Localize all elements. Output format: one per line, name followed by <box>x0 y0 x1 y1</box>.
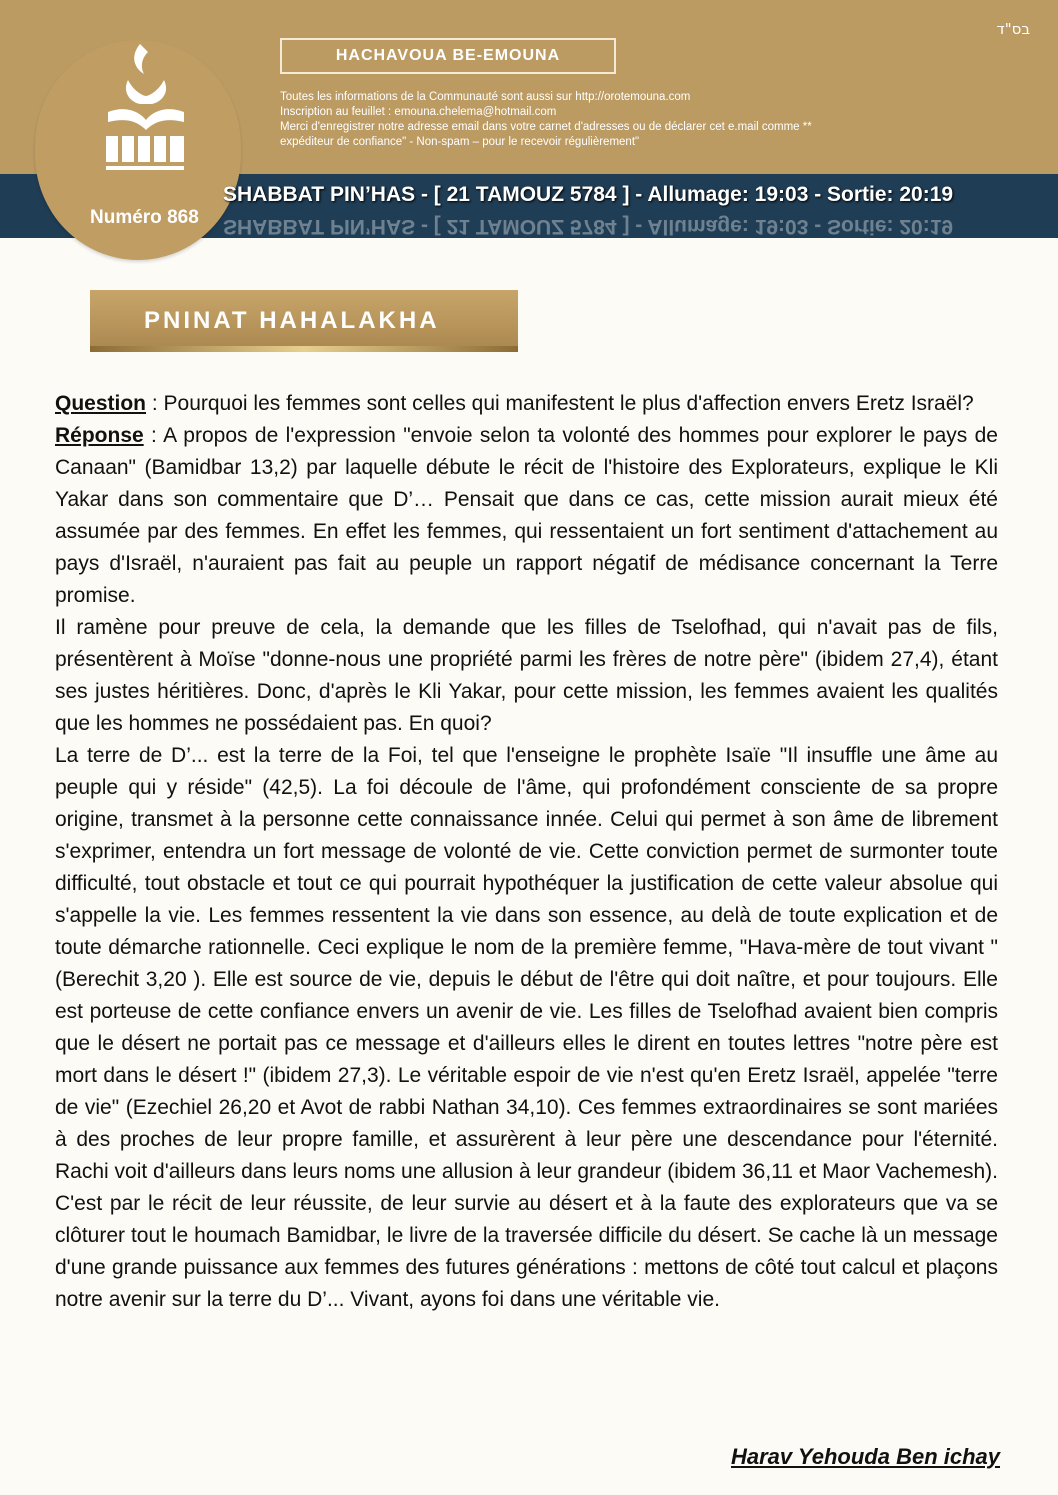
shabbat-times: SHABBAT PIN’HAS - [ 21 TAMOUZ 5784 ] - Allumage: 19:03 - Sortie: 20:19 <box>223 183 954 206</box>
article-body <box>55 388 998 1316</box>
issue-number: Numéro 868 <box>90 207 199 228</box>
info-line-notice-cont: expéditeur de confiance" - Non-spam – pour le recevoir régulièrement" <box>280 136 640 148</box>
info-line-notice: Merci d'enregistrer notre adresse email dans votre carnet d'adresses ou de déclarer cet e.mail comme ** <box>280 121 812 133</box>
bsd-mark: בס"ד <box>996 20 1030 38</box>
brand-title: HACHAVOUA BE-EMOUNA <box>280 38 616 74</box>
emouna-logo-icon <box>100 40 192 180</box>
answer-paragraph <box>55 420 998 612</box>
section-title: PNINAT HAHALAKHA <box>90 290 518 352</box>
author-signature: Harav Yehouda Ben ichay <box>731 1444 1000 1469</box>
paragraph-2: Il ramène pour preuve de cela, la demande que les filles de Tselofhad, qui n'avait pas de fils, présentèrent à Moïse "donne-nous une propriété parmi les frères de notre père" (ibidem 27,4), étant ses justes héritières. Donc, d'après le Kli Yakar, pour cette mission, les femmes avaient les qualités que les hommes ne possédaient pas. En quoi? <box>55 616 998 735</box>
question-label: Question <box>55 392 147 415</box>
info-line-email: Inscription au feuillet : emouna.chelema@hotmail.com <box>280 106 557 118</box>
info-line-website: Toutes les informations de la Communauté sont aussi sur http://orotemouna.com <box>280 91 691 103</box>
question-text: : Pourquoi les femmes sont celles qui manifestent le plus d'affection envers Eretz Israël? <box>146 392 974 415</box>
answer-text: : A propos de l'expression "envoie selon ta volonté des hommes pour explorer le pays de Canaan" (Bamidbar 13,2) par laquelle débute le récit de l'histoire des Explorateurs, explique le Kli Yakar dans son commentaire que D’… Pensait que dans ce cas, cette mission aurait mieux été assumée par des femmes. En effet les femmes, qui ressentaient un fort sentiment d'attachement au pays d'Israël, n'auraient pas fait au peuple un rapport négatif de médisance concernant la Terre promise. <box>55 424 998 607</box>
question-paragraph <box>55 388 998 420</box>
paragraph-3: La terre de D’... est la terre de la Foi, tel que l'enseigne le prophète Isaïe "Il insuffle une âme au peuple qui y réside" (42,5). La foi découle de l'âme, qui profondément consciente de sa propre origine, transmet à la personne cette connaissance innée. Celui qui permet à son âme de librement s'exprimer, entendra un fort message de volonté de vie. Cette conviction permet de surmonter toute difficulté, tout obstacle et tout ce qui pourrait hypothéquer la justification de cette valeur absolue qui s'appelle la vie. Les femmes ressentent la vie dans son essence, au delà de toute explication et de toute démarche rationnelle. Ceci explique le nom de la première femme, "Hava-mère de tout vivant " (Berechit 3,20 ). Elle est source de vie, depuis le début de l'être qui doit naître, et pour toujours. Elle est porteuse de cette confiance envers un avenir de vie. Les filles de Tselofhad avaient bien compris que le désert ne portait pas ce message et d'ailleurs elles le dirent en toutes lettres "notre père est mort dans le désert !" (ibidem 27,3). Le véritable espoir de vie n'est qu'en Eretz Israël, appelée "terre de vie" (Ezechiel 26,20 et Avot de rabbi Nathan 34,10). Ces femmes extraordinaires se sont mariées à des proches de leur propre famille, et assurèrent à leur père une descendance pour l'éternité. Rachi voit d'ailleurs dans leurs noms une allusion à leur grandeur (ibidem 36,11 et Maor Vachemesh). C'est par le récit de leur réussite, de leur survie au désert et à la faute des explorateurs que va se clôturer tout le houmach Bamidbar, le livre de la traversée difficile du désert. Se cache là un message d'une grande puissance aux femmes des futures générations : mettons de côté tout calcul et plaçons notre avenir sur la terre du D’... Vivant, ayons foi dans une véritable vie. <box>55 744 998 1311</box>
answer-label: Réponse <box>55 424 144 447</box>
shabbat-times-reflection: SHABBAT PIN’HAS - [ 21 TAMOUZ 5784 ] - Allumage: 19:03 - Sortie: 20:19 <box>223 215 954 238</box>
community-info <box>280 90 940 150</box>
